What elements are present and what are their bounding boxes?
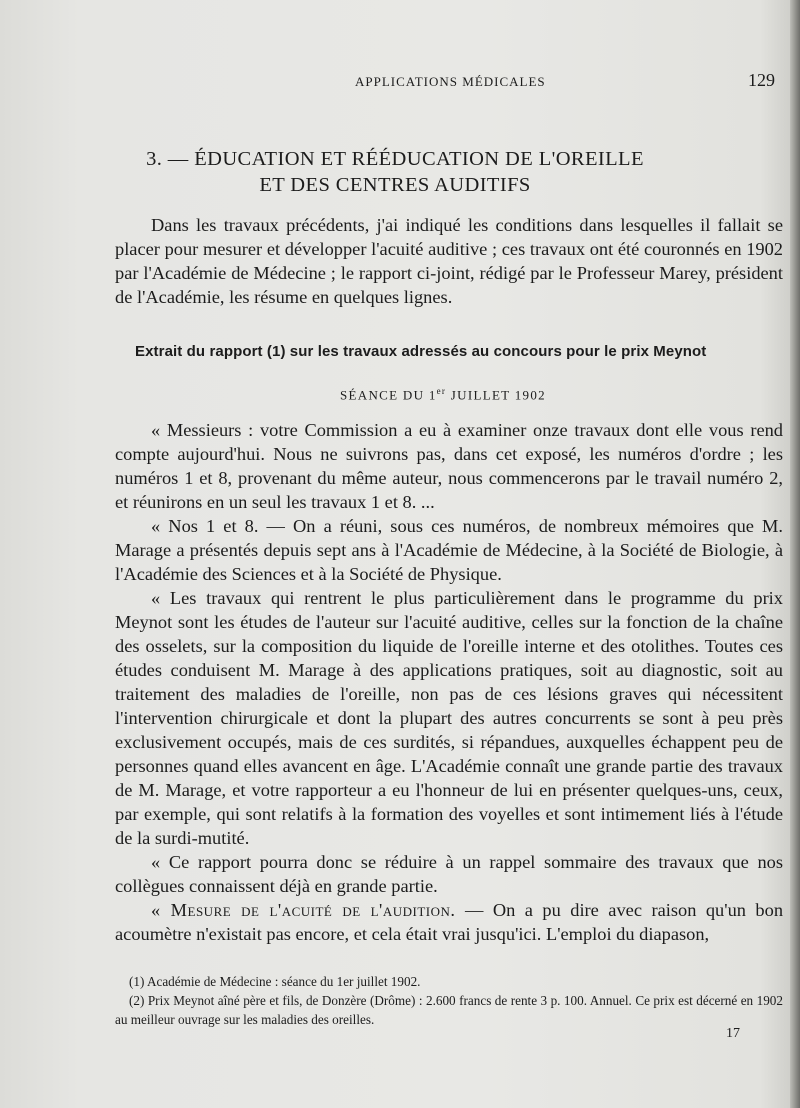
paragraph-5-text: — On a pu dire avec raison qu'un bon acoumètre n'existait pas encore, et cela était vrai jusqu'ici. L'emploi du diapason, (115, 900, 784, 944)
intro-block (115, 213, 783, 309)
section-title-line-1: 3. — ÉDUCATION ET RÉÉDUCATION DE L'OREILLE (146, 148, 644, 170)
seance-date (340, 386, 546, 403)
paragraph-5 (115, 898, 783, 946)
footnotes (115, 972, 783, 1029)
paragraph-4: « Ce rapport pourra donc se réduire à un rappel sommaire des travaux que nos collègues connaissent déjà en grande partie. (115, 852, 783, 896)
running-header (0, 70, 800, 94)
paragraph-2: « Nos 1 et 8. — On a réuni, sous ces numéros, de nombreux mémoires que M. Marage a présentés depuis sept ans à l'Académie de Médecine, à la Société de Biologie, à l'Académie des Sciences et à la Société de Physique. (115, 516, 783, 584)
intro-paragraph: Dans les travaux précédents, j'ai indiqué les conditions dans lesquelles il fallait se placer pour mesurer et développer l'acuité auditive ; ces travaux ont été couronnés en 1902 par l'Académie de Médecine ; le rapport ci-joint, rédigé par le Professeur Marey, président de l'Académie, les résume en quelques lignes. (115, 215, 783, 307)
seance-suffix: JUILLET 1902 (446, 387, 546, 403)
section-title-line-2: ET DES CENTRES AUDITIFS (259, 174, 531, 196)
section-title (115, 146, 675, 198)
extract-heading: Extrait du rapport (1) sur les travaux adressés au concours pour le prix Meynot (135, 343, 707, 360)
seance-sup: er (436, 386, 447, 396)
page-edge (790, 0, 800, 1108)
footnote-1: (1) Académie de Médecine : séance du 1er juillet 1902. (129, 974, 421, 989)
running-title: APPLICATIONS MÉDICALES (355, 74, 546, 89)
paragraph-3: « Les travaux qui rentrent le plus particulièrement dans le programme du prix Meynot sont les études de l'auteur sur l'acuité auditive, celles sur la fonction de la chaîne des osselets, sur la composition du liquide de l'oreille interne et des otolithes. Toutes ces études conduisent M. Marage à des applications pratiques, soit au diagnostic, soit au traitement des maladies de l'oreille, non pas de ces lésions graves qui nécessitent l'intervention chirurgicale et dont la plupart des autres concurrents se sont à peu près exclusivement occupés, mais de ces surdités, si répandues, auxquelles échappent peu de personnes quand elles avancent en âge. L'Académie connaît une grande partie des travaux de M. Marage, et votre rapporteur a eu l'honneur de lui en présenter quelques-uns, ceux, par exemple, qui sont relatifs à la formation des voyelles et sont intimement liés à l'étude de la surdi-mutité. (115, 588, 783, 848)
paragraph-1: « Messieurs : votre Commission a eu à examiner onze travaux dont elle vous rend compte aujourd'hui. Nous ne suivrons pas, dans cet exposé, les numéros d'ordre ; les numéros 1 et 8, provenant du même auteur, nous commencerons par le travail numéro 2, et réunirons en un seul les travaux 1 et 8. ... (115, 420, 783, 512)
page-number: 129 (748, 70, 775, 90)
seance-prefix: SÉANCE DU 1 (340, 387, 437, 403)
paragraph-5-lead: « Mesure de l'acuité de l'audition. (151, 900, 456, 920)
footnote-2: (2) Prix Meynot aîné père et fils, de Donzère (Drôme) : 2.600 francs de rente 3 p. 100. Annuel. Ce prix est décerné en 1902 au meilleur ouvrage sur les maladies des oreilles. (115, 993, 783, 1027)
signature-mark: 17 (726, 1026, 740, 1041)
report-quote (115, 418, 783, 946)
